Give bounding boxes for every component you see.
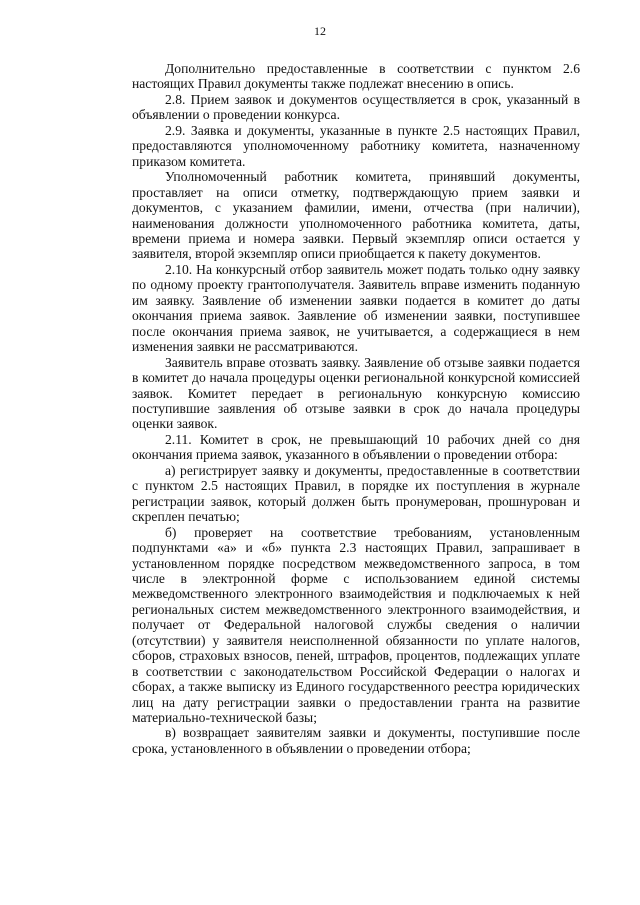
paragraph: Уполномоченный работник комитета, принявший документы, проставляет на описи отметку, подтверждающую прием заявки и документов, с указанием фамилии, имени, отчества (при наличии), наименования должности уполномоченного работника комитета, даты, времени приема и номера заявки. Первый экземпляр описи остается у заявителя, второй экземпляр описи приобщается к пакету документов. (132, 169, 580, 262)
page-number: 12 (314, 24, 326, 38)
paragraph: в) возвращает заявителям заявки и документы, поступившие после срока, установленного в объявлении о проведении отбора; (132, 725, 580, 756)
paragraph: 2.8. Прием заявок и документов осуществляется в срок, указанный в объявлении о проведении конкурса. (132, 91, 580, 123)
paragraph: а) регистрирует заявку и документы, предоставленные в соответствии с пунктом 2.5 настоящих Правил, в порядке их поступления в журнале регистрации заявок, который должен быть пронумерован, прошнурован и скреплен печатью; (132, 462, 580, 525)
paragraph: 2.9. Заявка и документы, указанные в пункте 2.5 настоящих Правил, предоставляются уполномоченному работнику комитета, назначенному приказом комитета. (132, 122, 580, 169)
paragraph: 2.11. Комитет в срок, не превышающий 10 рабочих дней со дня окончания приема заявок, указанного в объявлении о проведении отбора: (132, 431, 580, 463)
paragraph: 2.10. На конкурсный отбор заявитель может подать только одну заявку по одному проекту грантополучателя. Заявитель вправе изменить поданную им заявку. Заявление об изменении заявки подается в комитет до даты окончания приема заявок. Заявление об изменении заявки, поступившее после окончания приема заявок, не учитывается, а содержащиеся в нем изменения заявки не рассматриваются. (132, 261, 580, 355)
paragraph: б) проверяет на соответствие требованиям, установленным подпунктами «а» и «б» пункта 2.3 настоящих Правил, запрашивает в установленном порядке посредством межведомственного запроса, в том числе в электронной форме с использованием единой системы межведомственного электронного взаимодействия и подключаемых к ней региональных систем межведомственного электронного взаимодействия, и получает от Федеральной налоговой службы сведения о наличии (отсутствии) у заявителя неисполненной обязанности по уплате налогов, сборов, страховых взносов, пеней, штрафов, процентов, подлежащих уплате в соответствии с законодательством Российской Федерации о налогах и сборах, а также выписку из Единого государственного реестра юридических лиц на дату регистрации заявки о предоставлении гранта на развитие материально-технической базы; (132, 524, 580, 726)
document-body (132, 61, 580, 756)
paragraph: Заявитель вправе отозвать заявку. Заявление об отзыве заявки подается в комитет до начала процедуры оценки региональной конкурсной комиссией заявок. Комитет передает в региональную конкурсную комиссию поступившие заявления об отзыве заявки в срок до начала процедуры оценки заявок. (132, 354, 580, 432)
paragraph: Дополнительно предоставленные в соответствии с пунктом 2.6 настоящих Правил документы также подлежат внесению в опись. (132, 61, 580, 92)
